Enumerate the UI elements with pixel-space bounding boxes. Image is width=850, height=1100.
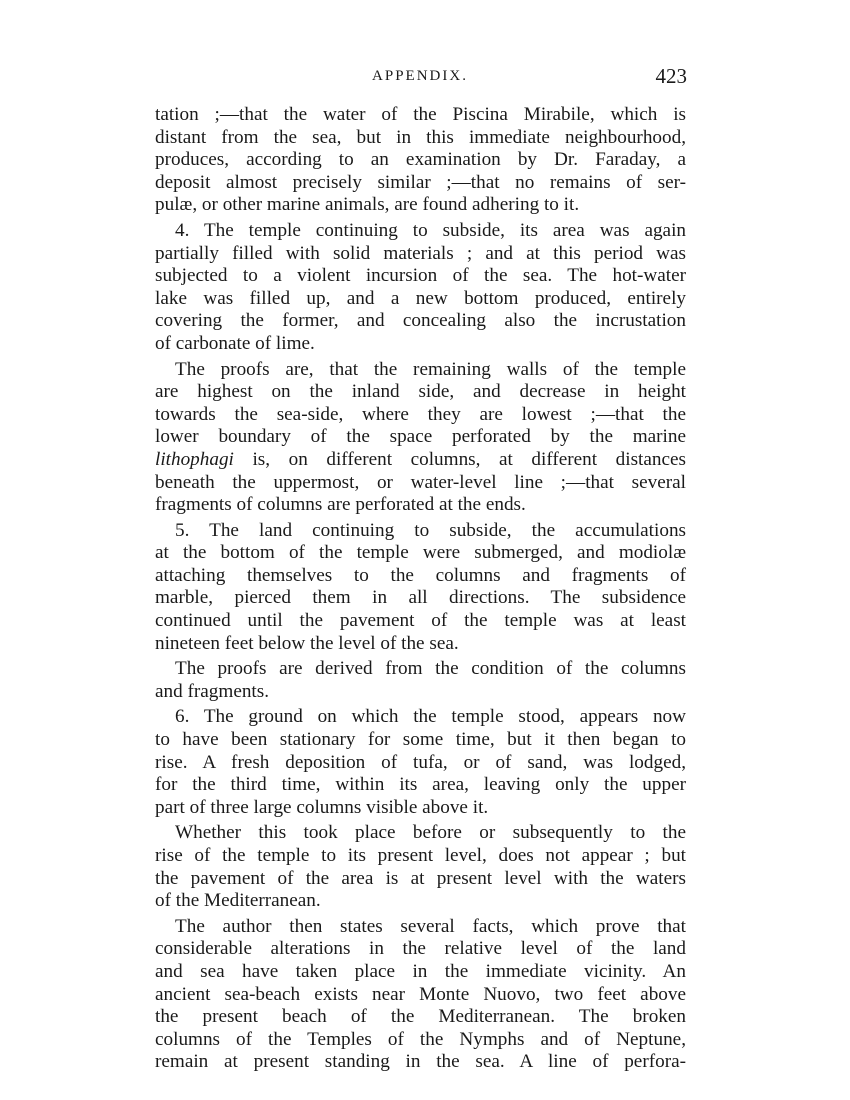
text-line: attaching themselves to the columns and fragments of (155, 564, 686, 586)
text-line: for the third time, within its area, leaving only the upper (155, 774, 686, 796)
text-line: The proofs are, that the remaining walls of the temple (175, 358, 686, 380)
text-line: continued until the pavement of the temple was at least (155, 610, 686, 632)
text-line: considerable alterations in the relative level of the land (155, 938, 686, 960)
text-line: of the Mediterranean. (155, 890, 321, 912)
text-line: deposit almost precisely similar ;—that no remains of ser- (155, 171, 686, 193)
body-text (155, 104, 686, 1074)
running-head (155, 66, 685, 90)
running-title: APPENDIX. (372, 68, 468, 84)
text-line: The author then states several facts, which prove that (175, 915, 686, 937)
text-line: produces, according to an examination by Dr. Faraday, a (155, 149, 686, 171)
text-line: 5. The land continuing to subside, the accumulations (175, 519, 686, 541)
text-line: the present beach of the Mediterranean. The broken (155, 1006, 686, 1028)
text-line: columns of the Temples of the Nymphs and of Neptune, (155, 1028, 686, 1050)
text-line: distant from the sea, but in this immediate neighbourhood, (155, 126, 686, 148)
text-line: remain at present standing in the sea. A line of perfora- (155, 1051, 686, 1073)
text-line: lithophagi is, on different columns, at different distances (155, 448, 686, 470)
text-line: to have been stationary for some time, but it then began to (155, 729, 686, 751)
text-line: at the bottom of the temple were submerged, and modiolæ (155, 542, 686, 564)
text-line: lower boundary of the space perforated by the marine (155, 426, 686, 448)
page-number: 423 (655, 64, 687, 88)
text-line: part of three large columns visible above it. (155, 796, 489, 818)
text-line: tation ;—that the water of the Piscina Mirabile, which is (155, 104, 686, 125)
text-line: partially filled with solid materials ; and at this period was (155, 242, 686, 264)
text-line: Whether this took place before or subsequently to the (175, 822, 686, 844)
text-line: ancient sea-beach exists near Monte Nuovo, two feet above (155, 983, 686, 1005)
text-line: and sea have taken place in the immediate vicinity. An (155, 960, 686, 982)
text-line: and fragments. (155, 680, 270, 702)
text-line: of carbonate of lime. (155, 332, 315, 354)
text-line: are highest on the inland side, and decrease in height (155, 381, 686, 403)
text-line: lake was filled up, and a new bottom produced, entirely (155, 287, 686, 309)
italic-term: lithophagi (155, 448, 234, 470)
text-line: fragments of columns are perforated at the ends. (155, 494, 526, 516)
text-line: The proofs are derived from the condition of the columns (175, 658, 686, 680)
text-line: beneath the uppermost, or water-level line ;—that several (155, 471, 686, 493)
text-line: rise. A fresh deposition of tufa, or of sand, was lodged, (155, 751, 686, 773)
text-line: 4. The temple continuing to subside, its area was again (175, 219, 686, 241)
text-line: pulæ, or other marine animals, are found adhering to it. (155, 194, 580, 216)
text-line: 6. The ground on which the temple stood, appears now (175, 706, 686, 728)
text-line: covering the former, and concealing also the incrustation (155, 310, 686, 332)
text-line: marble, pierced them in all directions. The subsidence (155, 587, 686, 609)
text-line: subjected to a violent incursion of the sea. The hot-water (155, 265, 686, 287)
text-line: rise of the temple to its present level, does not appear ; but (155, 845, 686, 866)
text-line: nineteen feet below the level of the sea. (155, 632, 459, 654)
text-line: the pavement of the area is at present level with the waters (155, 867, 686, 889)
text-line: towards the sea-side, where they are lowest ;—that the (155, 403, 686, 425)
